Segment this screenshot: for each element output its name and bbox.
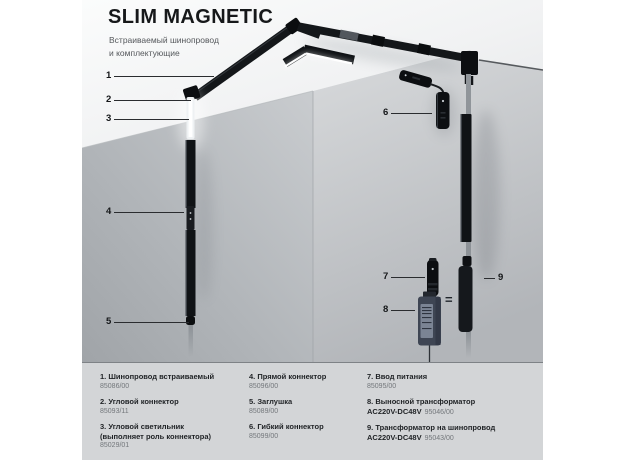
legend-item-7-code: 85095/00: [367, 382, 397, 390]
power-input-device: [427, 258, 439, 297]
callout-1: [106, 70, 214, 82]
legend-item-4-code: 85096/00: [249, 382, 279, 390]
catalog-figure: [82, 0, 543, 460]
callout-4: [106, 206, 184, 218]
legend-item-8-voltage: AC220V-DC48V: [367, 406, 422, 416]
legend-item-9-code: 95043/00: [424, 434, 454, 442]
legend-item-9: [367, 423, 539, 443]
callout-4-label: 4: [106, 206, 112, 217]
legend-item-5: [249, 397, 354, 416]
legend-item-3-code: 85029/01: [100, 442, 130, 449]
callout-7-line: [391, 277, 425, 278]
legend-item-2-name: 2. Угловой коннектор: [100, 397, 179, 406]
legend-item-5-code: 85089/00: [249, 407, 279, 415]
legend-item-3-name: 3. Угловой светильник (выполняет роль коннектора): [100, 422, 211, 441]
callout-5-line: [114, 322, 189, 323]
callout-9-line: [484, 278, 495, 279]
callout-9-label: 9: [498, 272, 504, 283]
legend-item-7: [367, 372, 539, 391]
equals-sign: =: [445, 292, 454, 307]
legend-item-1: [100, 372, 222, 391]
callout-6-label: 6: [383, 107, 389, 118]
callout-8-line: [391, 310, 415, 311]
wall-track-right: [459, 74, 473, 358]
legend-item-6: [249, 422, 354, 441]
legend: [82, 362, 543, 460]
page-title: SLIM MAGNETIC: [108, 6, 274, 28]
callout-5-label: 5: [106, 316, 112, 327]
legend-item-1-name: 1. Шинопровод встраиваемый: [100, 372, 215, 381]
page-subtitle: [109, 34, 219, 60]
legend-item-8-name: 8. Выносной трансформатор: [367, 397, 476, 406]
straight-connector: [187, 206, 195, 230]
callout-3: [106, 113, 189, 125]
legend-item-4-name: 4. Прямой коннектор: [249, 372, 327, 381]
legend-item-2: [100, 397, 222, 416]
legend-item-8: [367, 397, 539, 417]
callout-7: [383, 271, 425, 283]
legend-item-5-name: 5. Заглушка: [249, 397, 293, 406]
legend-item-6-code: 85099/00: [249, 432, 279, 440]
callout-3-label: 3: [106, 113, 112, 124]
product-scene: [82, 0, 543, 362]
legend-item-3: [100, 422, 222, 451]
callout-1-label: 1: [106, 70, 112, 81]
callout-2-label: 2: [106, 94, 112, 105]
legend-item-9-name: 9. Трансформатор на шинопровод: [367, 423, 496, 432]
callout-5: [106, 316, 189, 328]
callout-2-line: [114, 100, 191, 101]
legend-item-4: [249, 372, 354, 391]
legend-item-2-code: 85093/11: [100, 407, 129, 415]
legend-item-7-name: 7. Ввод питания: [367, 372, 428, 381]
callout-2: [106, 94, 191, 106]
callout-8-label: 8: [383, 304, 389, 315]
callout-9: [484, 272, 503, 284]
callout-6-line: [391, 113, 432, 114]
legend-item-1-code: 85086/00: [100, 382, 130, 390]
callout-8: [383, 304, 415, 316]
legend-item-9-voltage: AC220V-DC48V: [367, 432, 422, 442]
legend-column-3: [367, 372, 539, 449]
legend-column-2: [249, 372, 354, 447]
callout-6: [383, 107, 432, 119]
callout-1-line: [114, 76, 214, 77]
track-transformer-sleeve: [459, 266, 473, 332]
subtitle-line-1: Встраиваемый шинопровод: [109, 35, 219, 45]
callout-3-line: [114, 119, 189, 120]
legend-column-1: [100, 372, 222, 457]
legend-item-6-name: 6. Гибкий коннектор: [249, 422, 324, 431]
callout-4-line: [114, 212, 184, 213]
legend-item-8-code: 95046/00: [424, 408, 454, 416]
subtitle-line-2: и комплектующие: [109, 48, 180, 58]
callout-7-label: 7: [383, 271, 389, 282]
